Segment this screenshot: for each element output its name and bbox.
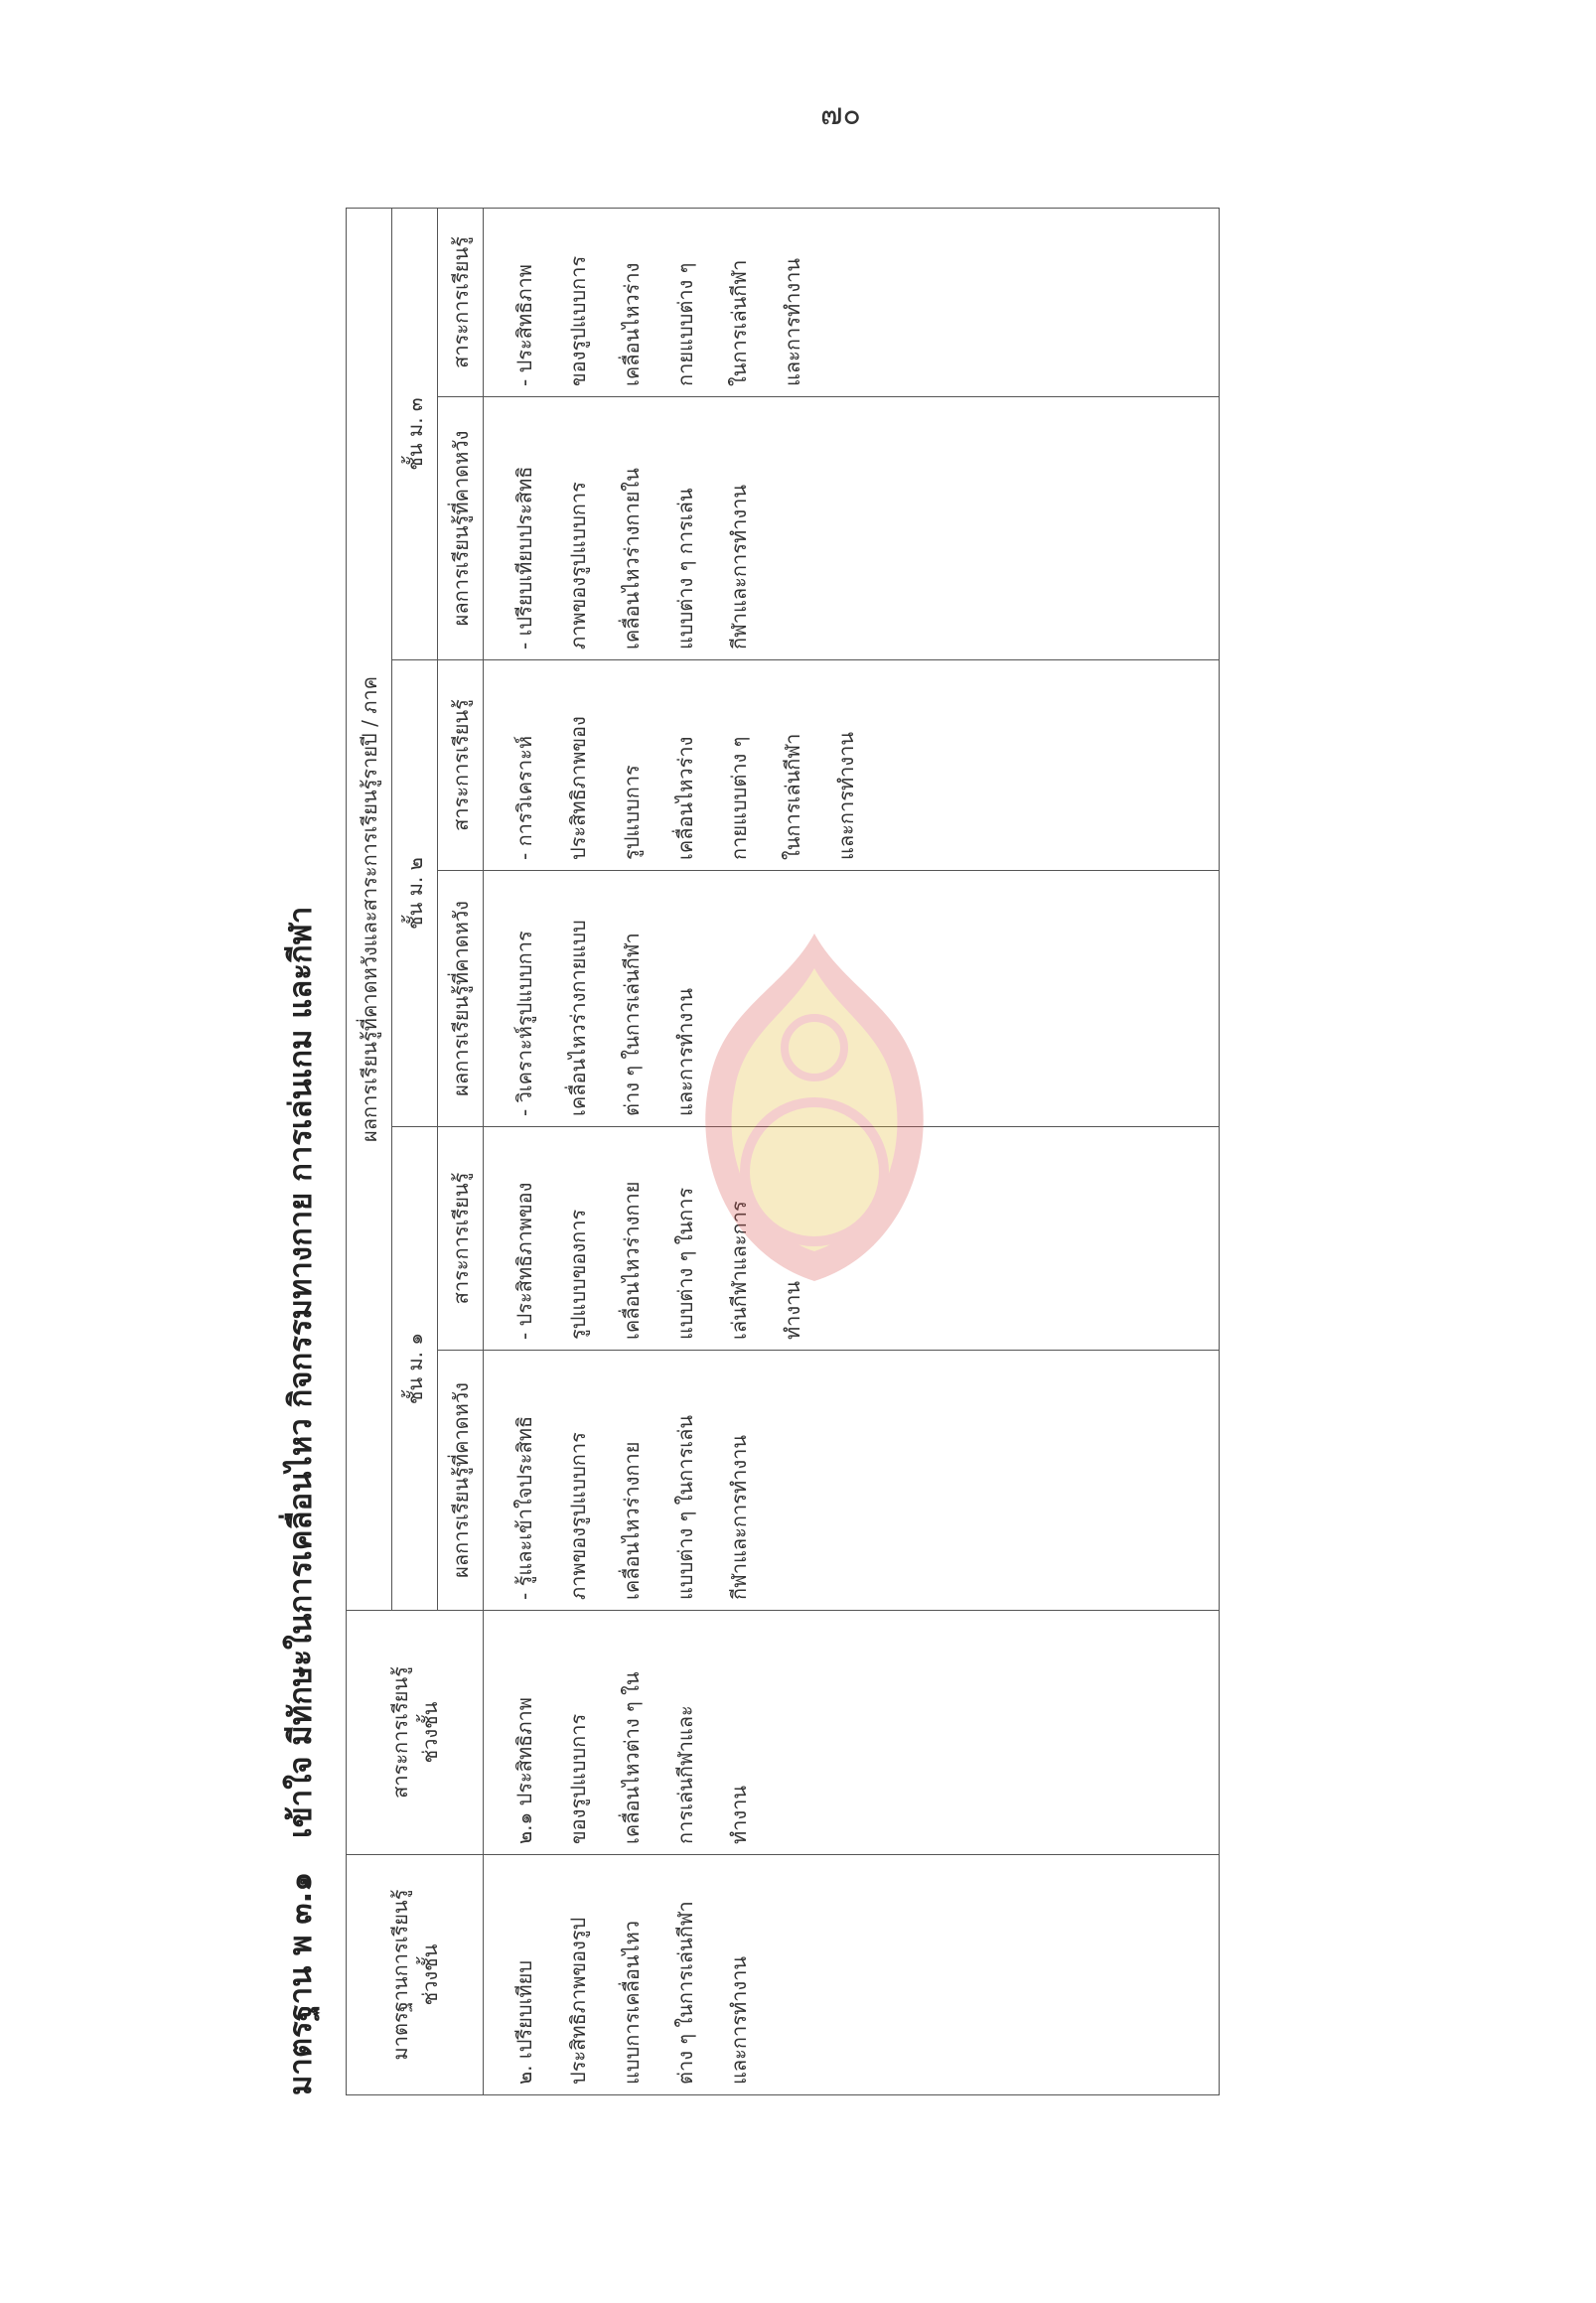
cell-m3-outcome	[484, 397, 1220, 660]
header-content-line: ช่วงชั้น	[417, 1701, 442, 1764]
cell-line: แบบต่าง ๆ ในการเล่น	[673, 1414, 697, 1600]
header-standard	[347, 1855, 484, 2095]
cell-m2-outcome	[484, 871, 1220, 1127]
cell-line: กีฬาและการทำงาน	[727, 1434, 751, 1600]
standard-code: มาตรฐาน พ ๓.๑	[283, 1872, 319, 2095]
page-heading	[266, 209, 336, 2095]
rotated-content	[266, 209, 1150, 2095]
header-standard-line: ช่วงชั้น	[417, 1943, 442, 2006]
cell-line: กายแบบต่าง ๆ	[727, 736, 751, 860]
header-content-line: สาระการเรียนรู้	[387, 1666, 412, 1799]
cell-line: ๒. เปรียบเทียบ	[512, 1959, 536, 2085]
cell-line: ของรูปแบบการ	[566, 255, 590, 386]
cell-line: ในการเล่นกีฬา	[727, 259, 751, 386]
header-standard-line: มาตรฐานการเรียนรู้	[387, 1889, 412, 2061]
cell-m1-outcome	[484, 1351, 1220, 1611]
cell-line: แบบต่าง ๆ การเล่น	[673, 488, 697, 649]
cell-line: ของรูปแบบการ	[566, 1713, 590, 1844]
cell-line: และการทำงาน	[834, 731, 858, 860]
cell-line: ต่าง ๆ ในการเล่นกีฬา	[620, 933, 644, 1116]
header-m2-content: สาระการเรียนรู้	[438, 660, 484, 871]
header-level-m1: ชั้น ม. ๑	[392, 1127, 438, 1611]
cell-line: รูปแบบของการ	[566, 1209, 590, 1340]
cell-line: กีฬาและการทำงาน	[727, 484, 751, 649]
cell-line: - เปรียบเทียบประสิทธิ	[512, 466, 536, 649]
cell-line: เล่นกีฬาและการ	[727, 1201, 751, 1340]
cell-line: - รู้และเข้าใจประสิทธิ	[512, 1415, 536, 1600]
cell-line: ภาพของรูปแบบการ	[566, 1432, 590, 1600]
cell-line: การเล่นกีฬาและ	[673, 1705, 697, 1844]
cell-line: ต่าง ๆ ในการเล่นกีฬา	[673, 1901, 697, 2085]
cell-line: เคลื่อนไหวร่างกาย	[620, 1181, 644, 1340]
cell-standard	[484, 1855, 1220, 2095]
cell-line: ภาพของรูปแบบการ	[566, 482, 590, 649]
cell-line: กายแบบต่าง ๆ	[673, 262, 697, 386]
cell-m2-content	[484, 660, 1220, 871]
header-m2-outcome: ผลการเรียนรู้ที่คาดหวัง	[438, 871, 484, 1127]
cell-line: ประสิทธิภาพของ	[566, 716, 590, 860]
cell-line: รูปแบบการ	[620, 765, 644, 860]
cell-line: เคลื่อนไหวร่างกาย	[620, 1441, 644, 1600]
cell-line: เคลื่อนไหวร่าง	[620, 262, 644, 386]
curriculum-table	[346, 208, 1220, 2095]
header-m3-outcome: ผลการเรียนรู้ที่คาดหวัง	[438, 397, 484, 660]
cell-m1-content	[484, 1127, 1220, 1351]
cell-line: ในการเล่นกีฬา	[781, 733, 804, 860]
cell-line: เคลื่อนไหวร่าง	[673, 736, 697, 860]
cell-content	[484, 1611, 1220, 1855]
header-group-title: ผลการเรียนรู้ที่คาดหวังและสาระการเรียนรู้รายปี / ภาค	[347, 208, 392, 1610]
cell-line: - ประสิทธิภาพ	[512, 264, 536, 386]
header-level-m3: ชั้น ม. ๓	[392, 208, 438, 659]
cell-m3-content	[484, 208, 1220, 396]
header-m1-outcome: ผลการเรียนรู้ที่คาดหวัง	[438, 1351, 484, 1611]
cell-line: ทำงาน	[781, 1280, 804, 1340]
header-m1-content: สาระการเรียนรู้	[438, 1127, 484, 1351]
cell-line: - ประสิทธิภาพของ	[512, 1182, 536, 1340]
cell-line: เคลื่อนไหวร่างกายใน	[620, 468, 644, 649]
cell-line: แบบการเคลื่อนไหว	[620, 1921, 644, 2085]
cell-line: และการทำงาน	[781, 257, 804, 386]
cell-line: - วิเคราะห์รูปแบบการ	[512, 931, 536, 1116]
cell-line: ทำงาน	[727, 1785, 751, 1844]
header-m3-content: สาระการเรียนรู้	[438, 208, 484, 396]
standard-description: เข้าใจ มีทักษะในการเคลื่อนไหว กิจกรรมทางกาย การเล่นเกม และกีฬา	[283, 906, 319, 1838]
header-level-m2: ชั้น ม. ๒	[392, 660, 438, 1127]
cell-line: และการทำงาน	[673, 987, 697, 1116]
cell-line: ๒.๑ ประสิทธิภาพ	[512, 1697, 536, 1844]
cell-line: และการทำงาน	[727, 1955, 751, 2085]
cell-line: เคลื่อนไหวร่างกายแบบ	[566, 920, 590, 1116]
cell-line: - การวิเคราะห์	[512, 736, 536, 860]
page-number: ๗๐	[820, 97, 861, 132]
cell-line: เคลื่อนไหวต่าง ๆ ใน	[620, 1671, 644, 1844]
header-content	[347, 1611, 484, 1855]
cell-line: ประสิทธิภาพของรูป	[566, 1917, 590, 2085]
cell-line: แบบต่าง ๆ ในการ	[673, 1187, 697, 1340]
